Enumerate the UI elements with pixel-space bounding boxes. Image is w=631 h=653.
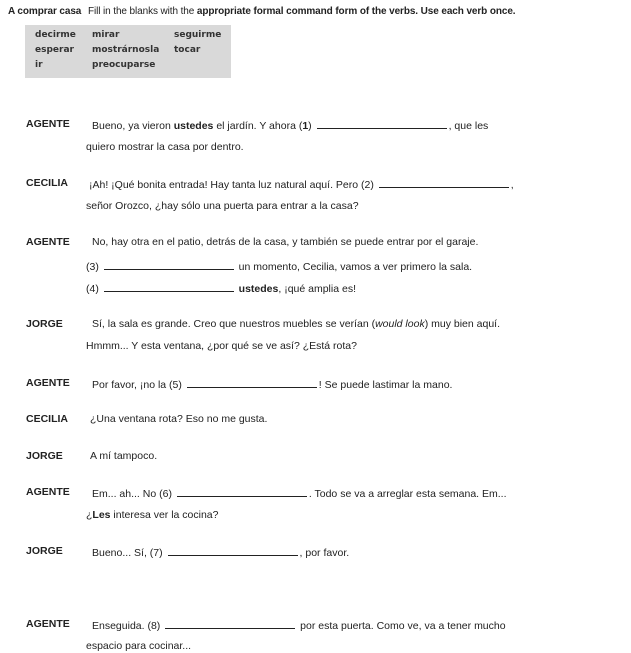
speaker-label: AGENTE <box>26 118 70 130</box>
speaker-label: CECILIA <box>26 177 68 189</box>
dialog-line: ¡Ah! ¡Qué bonita entrada! Hay tanta luz natural aquí. Pero (2) , <box>89 179 514 191</box>
word-bank-item: tocar <box>174 45 201 55</box>
word-bank-item: preocuparse <box>92 60 156 70</box>
word-bank-item: ir <box>35 60 43 70</box>
exercise-header <box>8 6 515 17</box>
blank-2-input[interactable] <box>379 177 509 188</box>
dialog-line: Por favor, ¡no la (5) ! Se puede lastimar la mano. <box>92 379 453 391</box>
speaker-label: AGENTE <box>26 377 70 389</box>
dialog-line: (3) un momento, Cecilia, vamos a ver primero la sala. <box>86 261 473 273</box>
word-bank-item: esperar <box>35 45 74 55</box>
blank-3-input[interactable] <box>104 259 234 270</box>
word-bank-item: mirar <box>92 30 120 40</box>
speaker-label: AGENTE <box>26 486 70 498</box>
speaker-label: JORGE <box>26 545 63 557</box>
blank-1-input[interactable] <box>317 118 447 129</box>
speaker-label: JORGE <box>26 450 63 462</box>
dialog-line: No, hay otra en el patio, detrás de la casa, y también se puede entrar por el garaje. <box>92 236 479 248</box>
blank-8-input[interactable] <box>165 618 295 629</box>
blank-4-input[interactable] <box>104 281 234 292</box>
word-bank-item: mostrárnosla <box>92 45 160 55</box>
dialog-line: quiero mostrar la casa por dentro. <box>86 141 244 153</box>
exercise-title: A comprar casa <box>8 6 82 17</box>
blank-6-input[interactable] <box>177 486 307 497</box>
dialog-line: Hmmm... Y esta ventana, ¿por qué se ve así? ¿Está rota? <box>86 340 357 352</box>
dialog-line: señor Orozco, ¿hay sólo una puerta para entrar a la casa? <box>86 200 359 212</box>
word-bank <box>25 25 231 78</box>
word-bank-item: decirme <box>35 30 76 40</box>
blank-5-input[interactable] <box>187 377 317 388</box>
dialog-line: ¿Les interesa ver la cocina? <box>86 509 219 521</box>
speaker-label: JORGE <box>26 318 63 330</box>
dialog-line: Em... ah... No (6) . Todo se va a arreglar esta semana. Em... <box>92 488 507 500</box>
dialog-line: (4) ustedes, ¡qué amplia es! <box>86 283 356 295</box>
blank-7-input[interactable] <box>168 545 298 556</box>
dialog-line: espacio para cocinar... <box>86 640 192 652</box>
word-bank-item: seguirme <box>174 30 222 40</box>
dialog-line: Bueno... Sí, (7) , por favor. <box>92 547 350 559</box>
dialog-line: Sí, la sala es grande. Creo que nuestros muebles se verían (would look) muy bien aquí. <box>92 318 500 330</box>
speaker-label: CECILIA <box>26 413 68 425</box>
instruction-text: Fill in the blanks with the <box>87 6 197 17</box>
speaker-label: AGENTE <box>26 618 70 630</box>
dialog-line: ¿Una ventana rota? Eso no me gusta. <box>90 413 268 425</box>
speaker-label: AGENTE <box>26 236 70 248</box>
instruction-text-bold: appropriate formal command form of the verbs. Use each verb once. <box>196 6 516 17</box>
dialog-line: A mí tampoco. <box>90 450 158 462</box>
dialog-line: Enseguida. (8) por esta puerta. Como ve, va a tener mucho <box>92 620 506 632</box>
dialog-line: Bueno, ya vieron ustedes el jardín. Y ahora (1) , que les <box>92 120 489 132</box>
